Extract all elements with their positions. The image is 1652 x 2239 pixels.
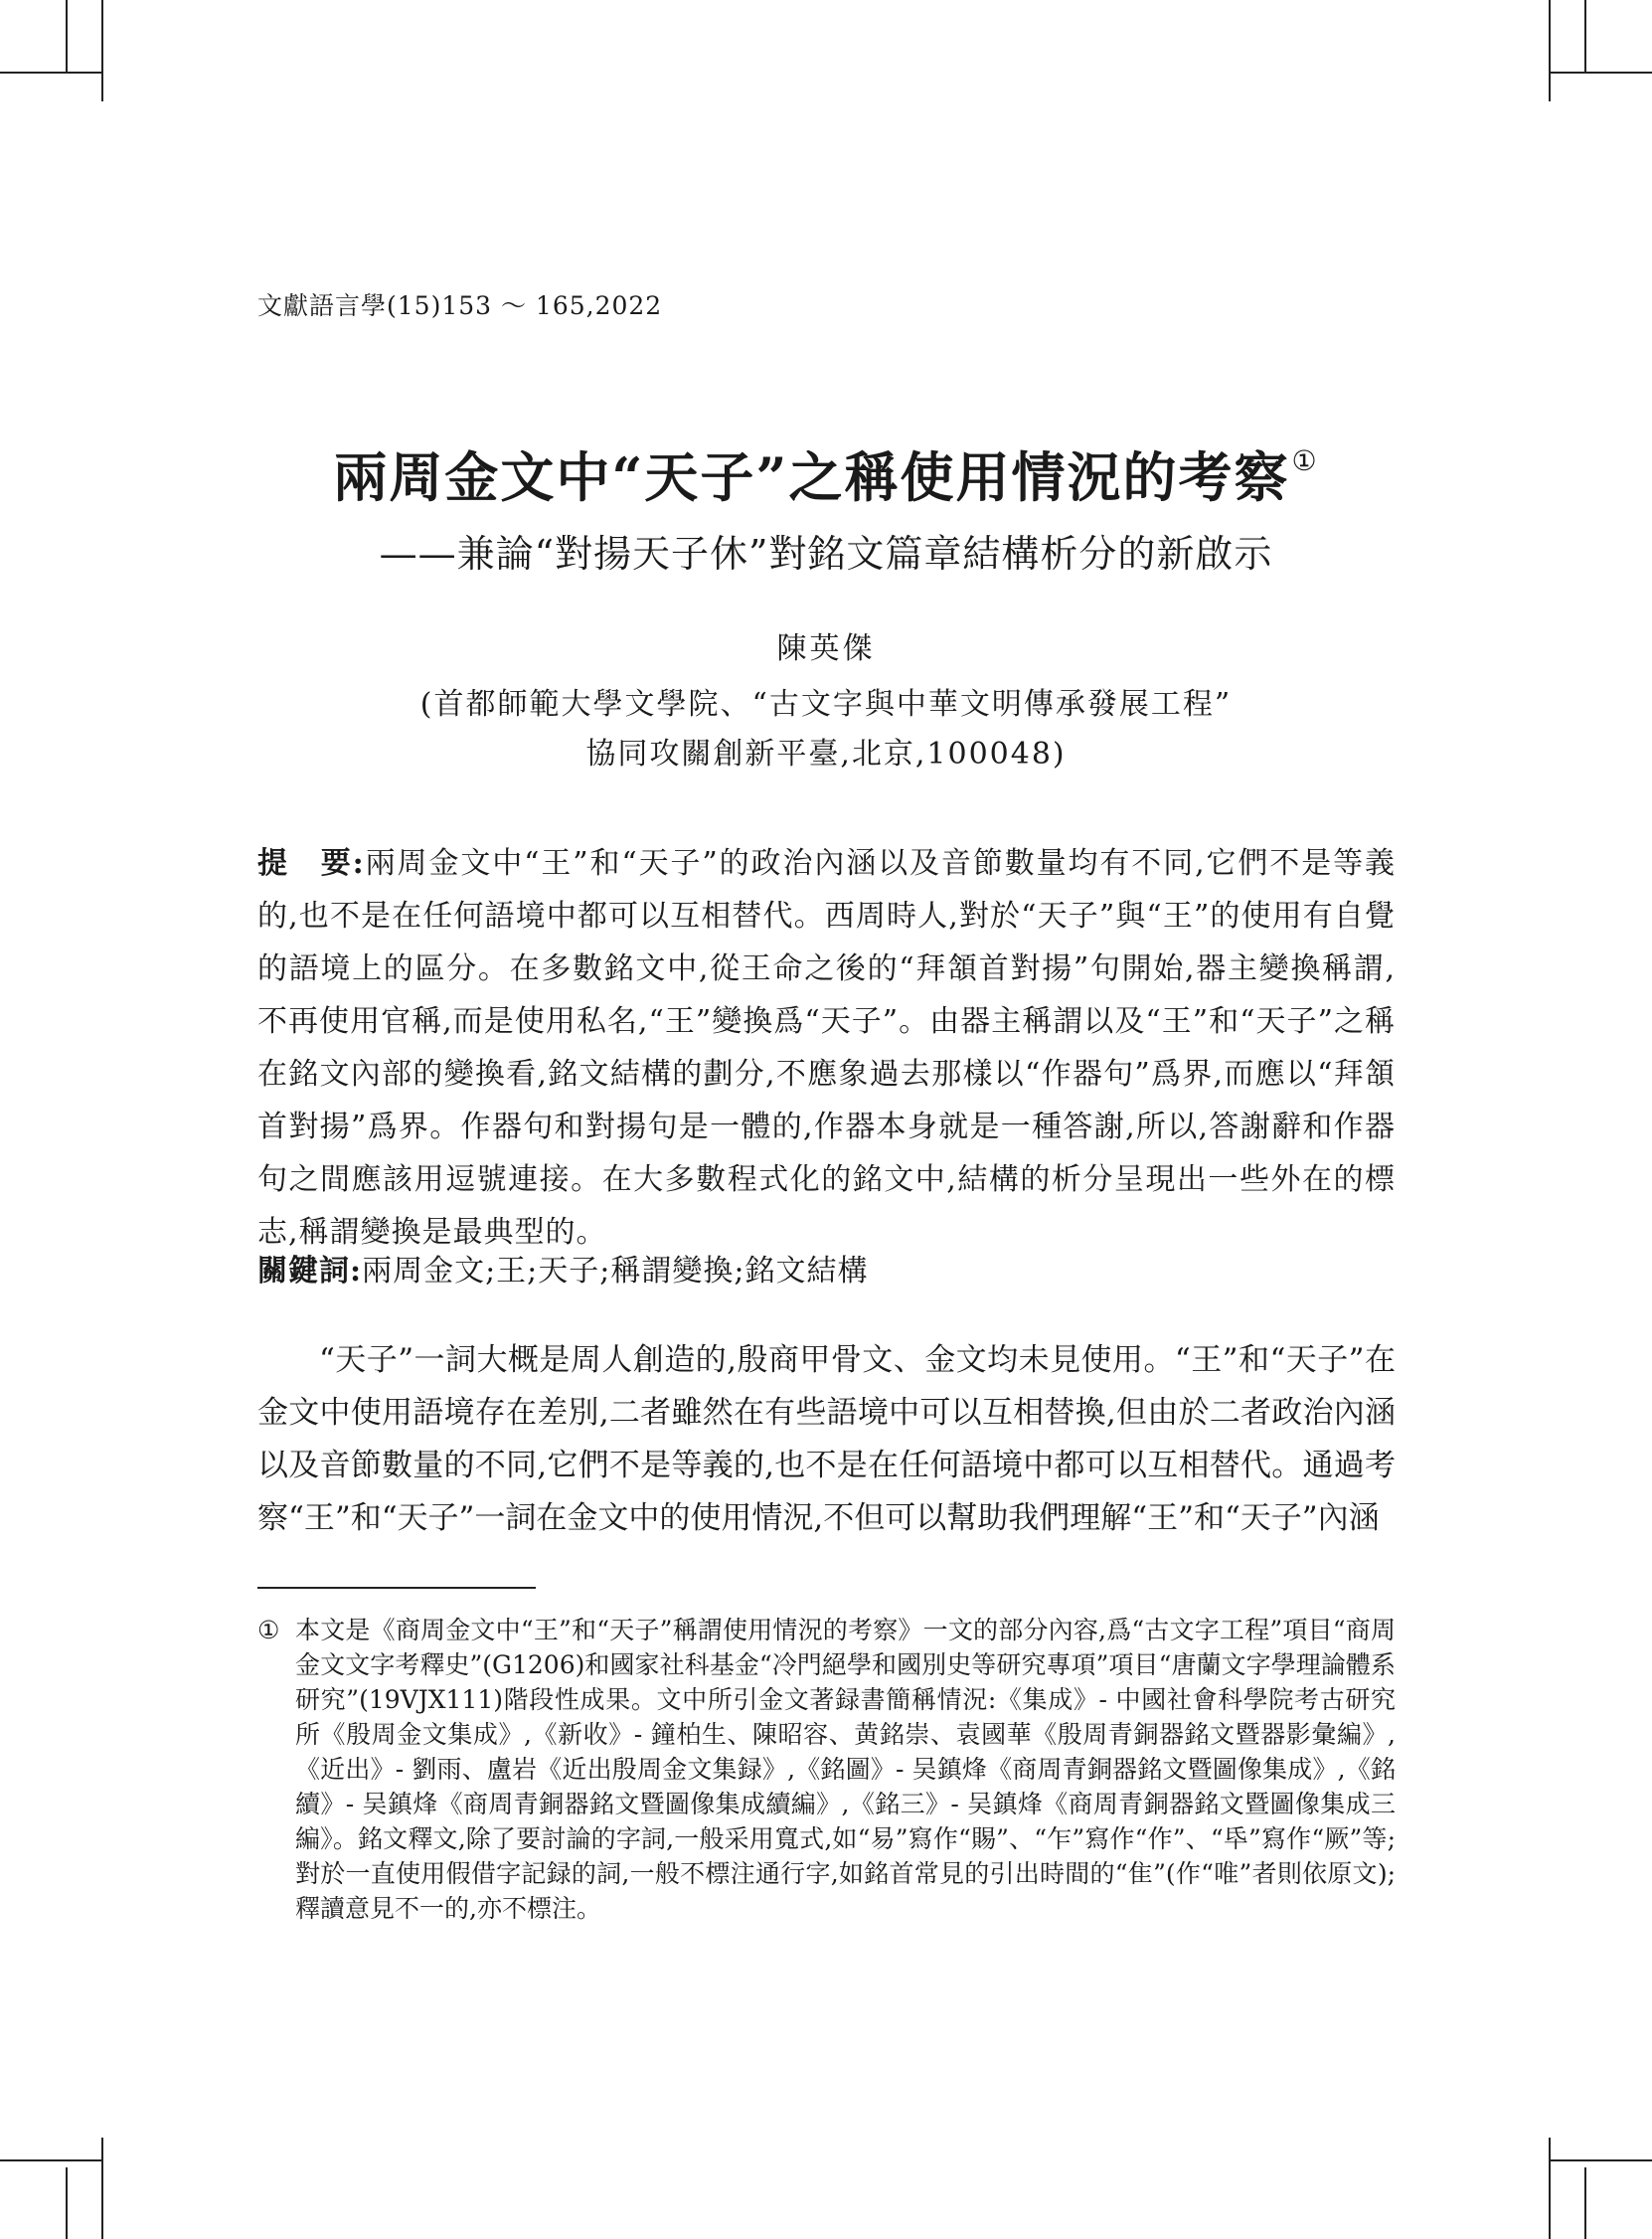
crop-mark	[1584, 0, 1586, 72]
crop-mark	[101, 0, 103, 101]
paper-title-text: 兩周金文中“天子”之稱使用情況的考察	[333, 445, 1290, 509]
paper-subtitle: ——兼論“對揚天子休”對銘文篇章結構析分的新啟示	[379, 532, 1273, 576]
crop-mark	[1551, 72, 1652, 74]
crop-mark	[1551, 2159, 1652, 2161]
affiliation-line-2: 協同攻關創新平臺,北京,100048)	[585, 737, 1067, 772]
keywords	[257, 1246, 1396, 1290]
abstract-label: 提 要:	[257, 846, 365, 881]
keywords-label: 關鍵詞:	[257, 1254, 363, 1289]
footnote-text: 本文是《商周金文中“王”和“天子”稱謂使用情況的考察》一文的部分內容,爲“古文字工程”項目“商周金文文字考釋史”(G1206)和國家社科基金“冷門絕學和國別史等研究專項”項目“唐蘭文字學理論體系研究”(19VJX111)階段性成果。文中所引金文著録書簡稱情況:《集成》- 中國社會科學院考古研究所《殷周金文集成》,《新收》- 鐘柏生、陳昭容、黄銘崇、袁國華《殷周青銅器銘文暨器影彙編》,《近出》- 劉雨、盧岩《近出殷周金文集録》,《銘圖》- 吴鎮烽《商周青銅器銘文暨圖像集成》,《銘續》- 吴鎮烽《商周青銅器銘文暨圖像集成續編》,《銘三》- 吴鎮烽《商周青銅器銘文暨圖像集成三編》。銘文釋文,除了要討論的字詞,一般采用寬式,如“易”寫作“賜”、“乍”寫作“作”、“氒”寫作“厥”等;對於一直使用假借字記録的詞,一般不標注通行字,如銘首常見的引出時間的“隹”(作“唯”者則依原文);釋讀意見不一的,亦不標注。	[295, 1616, 1396, 1923]
crop-mark	[66, 0, 68, 72]
paper-title	[0, 435, 1652, 512]
footnote	[257, 1613, 1396, 1926]
body-paragraph: “天子”一詞大概是周人創造的,殷商甲骨文、金文均未見使用。“王”和“天子”在金文中使用語境存在差別,二者雖然在有些語境中可以互相替換,但由於二者政治內涵以及音節數量的不同,它們不是等義的,也不是在任何語境中都可以互相替代。通過考察“王”和“天子”一詞在金文中的使用情況,不但可以幫助我們理解“王”和“天子”內涵	[257, 1342, 1396, 1536]
journal-header: 文獻語言學(15)153 ～ 165,2022	[257, 291, 663, 320]
affiliation-line-1: (首都師範大學文學院、“古文字與中華文明傳承發展工程”	[419, 687, 1233, 722]
footnote-mark: ①	[257, 1616, 280, 1644]
crop-mark	[1584, 2167, 1586, 2239]
crop-mark	[1549, 0, 1551, 101]
crop-mark	[66, 2167, 68, 2239]
crop-mark	[0, 72, 101, 74]
abstract-text: 兩周金文中“王”和“天子”的政治內涵以及音節數量均有不同,它們不是等義的,也不是在任何語境中都可以互相替代。西周時人,對於“天子”與“王”的使用有自覺的語境上的區分。在多數銘文中,從王命之後的“拜頷首對揚”句開始,器主變換稱謂,不再使用官稱,而是使用私名,“王”變換爲“天子”。由器主稱謂以及“王”和“天子”之稱在銘文內部的變換看,銘文結構的劃分,不應象過去那樣以“作器句”爲界,而應以“拜頷首對揚”爲界。作器句和對揚句是一體的,作器本身就是一種答謝,所以,答謝辭和作器句之間應該用逗號連接。在大多數程式化的銘文中,結構的析分呈現出一些外在的標志,稱謂變換是最典型的。	[257, 846, 1396, 1250]
title-note-mark: ①	[1291, 444, 1319, 477]
crop-mark	[1549, 2138, 1551, 2239]
abstract	[257, 837, 1396, 1259]
keywords-text: 兩周金文;王;天子;稱謂變換;銘文結構	[362, 1254, 869, 1289]
crop-mark	[101, 2138, 103, 2239]
footnote-divider	[257, 1587, 536, 1589]
author-name: 陳英傑	[776, 631, 876, 666]
crop-mark	[0, 2159, 101, 2161]
